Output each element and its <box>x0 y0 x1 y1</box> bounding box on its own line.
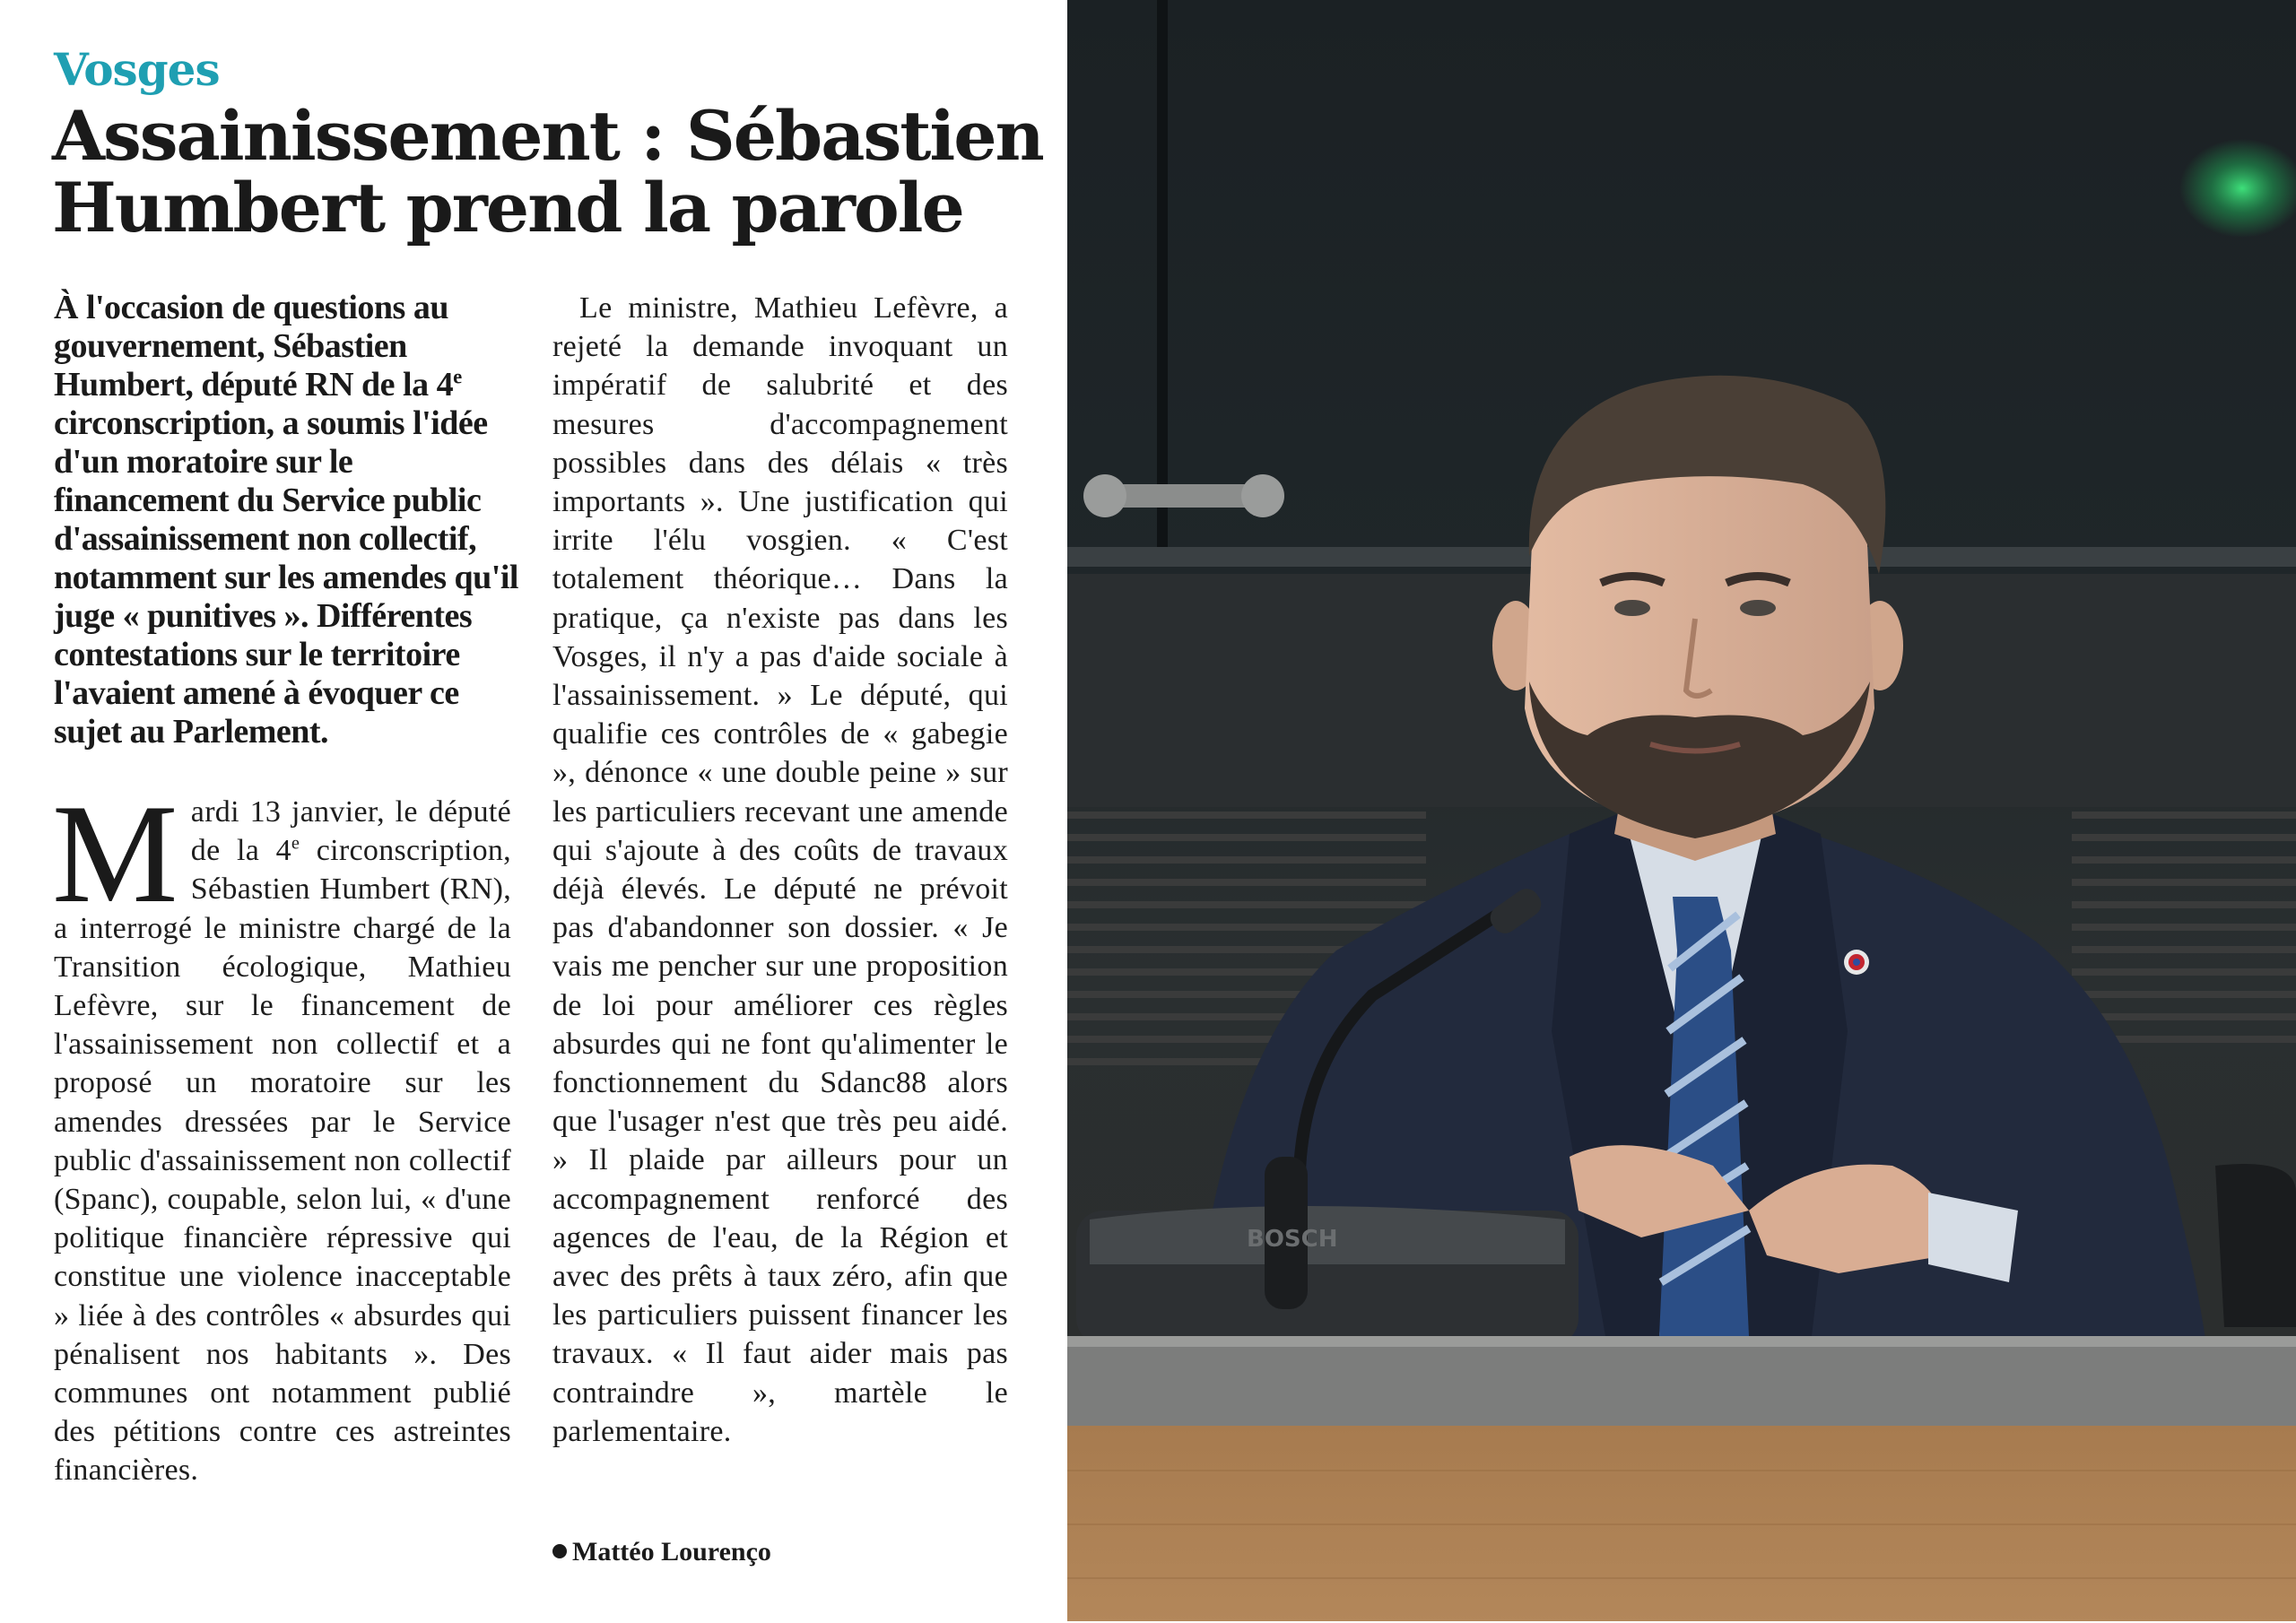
lede-text-2: circonscription, a soumis l'idée d'un moratoire sur le financement du Service public d'assainissement non collectif, notamment sur les amendes qu'il juge « punitives ». Différentes contestations sur le territoire l'avaient amené à évoquer ce sujet au Parlement. <box>54 404 518 751</box>
body-left-superscript: e <box>291 833 300 854</box>
body-column-left <box>52 776 511 1490</box>
body-left-text-1: ardi 13 janvier, le député de la 4 <box>190 795 511 868</box>
lede-text-1: À l'occasion de questions au gouvernement, Sébastien Humbert, député RN de la 4 <box>54 289 454 404</box>
section-label: Vosges <box>54 43 220 96</box>
chair <box>2215 1164 2296 1327</box>
byline-bullet-icon <box>552 1544 567 1558</box>
article-photo <box>1067 0 2296 1623</box>
article-page <box>0 0 1067 1623</box>
headline: Assainissement : Sébastien Humbert prend la parole <box>52 96 1043 247</box>
body-left-text-2: circonscription, Sébastien Humbert (RN), a interrogé le ministre chargé de la Transition écologique, Mathieu Lefèvre, sur le financement de l'assainissement non collectif et a proposé un moratoire sur les amendes dressées par le Service public d'assainissement non collectif (Spanc), coupable, selon lui, « d'une politique financière répressive qui constitue une violence inacceptable » liée à des contrôles « absurdes qui pénalisent nos habitants ». Des communes ont notamment publié des pétitions contre ces astreintes financières. <box>54 834 511 1488</box>
byline <box>552 1537 771 1567</box>
lede-paragraph <box>54 289 520 751</box>
body-right-text: Le ministre, Mathieu Lefèvre, a rejeté la demande invoquant un impératif de salubrité et des mesures d'accompagnement possibles dans des délais « très importants ». Une justification qui irrite l'élu vosgien. « C'est totalement théorique… Dans la pratique, ça n'existe pas dans les Vosges, il n'y a pas d'aide sociale à l'assainissement. » Le député, qui qualifie ces contrôles de « gabegie », dénonce « une double peine » sur les particuliers recevant une amende qui s'ajoute à des coûts de travaux déjà élevés. Le député ne prévoit pas d'abandonner son dossier. « Je vais me pencher sur une proposition de loi pour améliorer ces règles absurdes qui ne font qu'alimenter le fonctionnement du Sdanc88 alors que l'usager n'est que très peu aidé. » Il plaide par ailleurs pour un accompagnement renforcé des agences de l'eau, de la Région et avec des prêts à taux zéro, afin que les particuliers puissent financer les travaux. « Il faut aider mais pas contraindre », martèle le parlementaire. <box>552 291 1008 1448</box>
byline-author: Mattéo Lourenço <box>572 1537 771 1567</box>
drop-cap: M <box>52 776 178 933</box>
desk-top <box>1067 1336 2296 1426</box>
wall-pillar <box>1157 0 1168 556</box>
body-column-right <box>552 289 1008 1451</box>
lede-superscript: e <box>453 365 462 388</box>
mic-brand: BOSCH <box>1247 1226 1338 1253</box>
